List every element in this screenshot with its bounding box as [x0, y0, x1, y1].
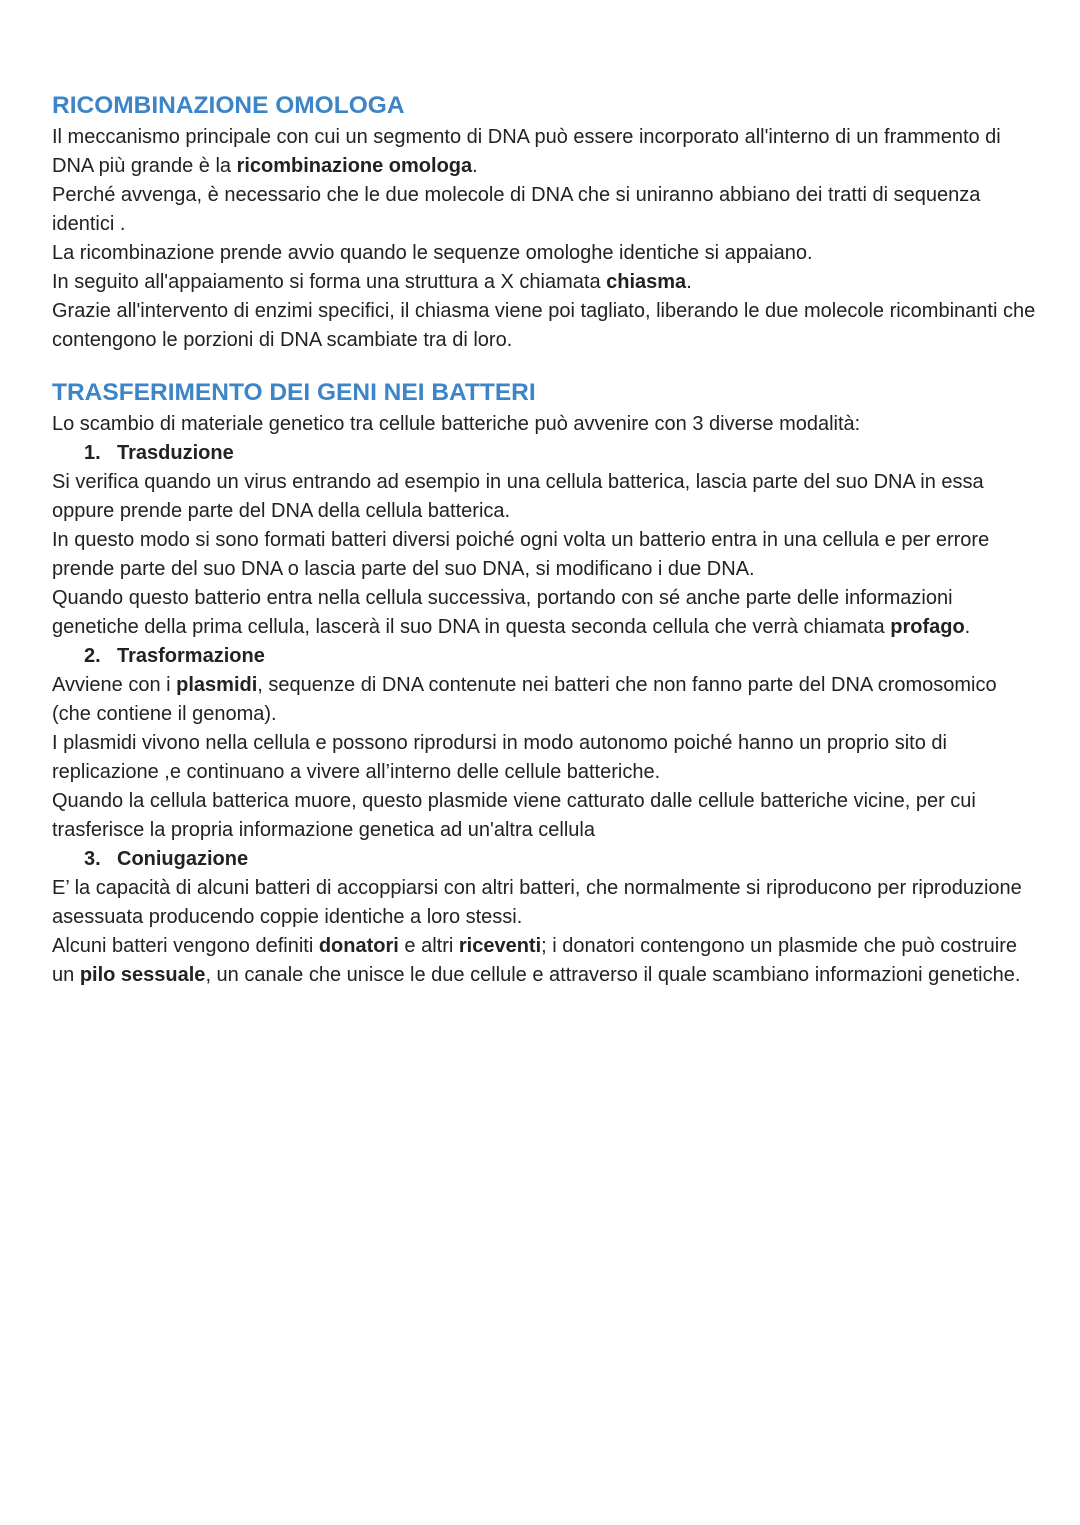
paragraph: I plasmidi vivono nella cellula e possono riprodursi in modo autonomo poiché hanno un proprio sito di replicazione ,e continuano a vivere all’interno delle cellule batteriche.: [52, 732, 947, 783]
paragraph: Si verifica quando un virus entrando ad esempio in una cellula batterica, lascia parte del suo DNA in essa oppure prende parte del DNA della cellula batterica.: [52, 471, 984, 522]
list-item-heading: 3. Coniugazione: [84, 848, 249, 870]
bold-term: chiasma: [606, 271, 687, 293]
bold-term: riceventi: [458, 935, 542, 957]
bold-term: pilo sessuale: [79, 964, 206, 986]
paragraph: La ricombinazione prende avvio quando le sequenze omologhe identiche si appaiano.: [52, 242, 813, 264]
paragraph: Alcuni batteri vengono definiti donatori e altri riceventi; i donatori contengono un plasmide che può costruire un pilo sessuale, un canale che unisce le due cellule e attraverso il quale scambiano informazioni genetiche.: [52, 935, 1021, 986]
paragraph: Lo scambio di materiale genetico tra cellule batteriche può avvenire con 3 diverse modalità:: [52, 413, 861, 435]
bold-term: donatori: [318, 935, 399, 957]
paragraph: In questo modo si sono formati batteri diversi poiché ogni volta un batterio entra in una cellula e per errore prende parte del suo DNA o lascia parte del suo DNA, si modificano i due DNA.: [52, 529, 990, 580]
paragraph: E’ la capacità di alcuni batteri di accoppiarsi con altri batteri, che normalmente si riproducono per riproduzione asessuata producendo coppie identiche a loro stessi.: [52, 877, 1022, 928]
paragraph: Quando la cellula batterica muore, questo plasmide viene catturato dalle cellule batteriche vicine, per cui trasferisce la propria informazione genetica ad un'altra cellula: [52, 790, 976, 841]
bold-term: plasmidi: [176, 674, 258, 696]
section-title-trasferimento: TRASFERIMENTO DEI GENI NEI BATTERI: [52, 379, 536, 406]
bold-term: ricombinazione omologa: [236, 155, 473, 177]
paragraph: Grazie all'intervento di enzimi specifici, il chiasma viene poi tagliato, liberando le due molecole ricombinanti che contengono le porzioni di DNA scambiate tra di loro.: [52, 300, 1036, 351]
paragraph: In seguito all'appaiamento si forma una struttura a X chiamata chiasma.: [52, 271, 692, 293]
paragraph: Avviene con i plasmidi, sequenze di DNA contenute nei batteri che non fanno parte del DNA cromosomico (che contiene il genoma).: [52, 674, 997, 725]
paragraph: Il meccanismo principale con cui un segmento di DNA può essere incorporato all'interno di un frammento di DNA più grande è la ricombinazione omologa.: [52, 126, 1001, 177]
paragraph: Quando questo batterio entra nella cellula successiva, portando con sé anche parte delle informazioni genetiche della prima cellula, lascerà il suo DNA in questa seconda cellula che verrà chiamata profago.: [52, 587, 971, 638]
list-item-heading: 2. Trasformazione: [84, 645, 265, 667]
bold-term: profago: [890, 616, 965, 638]
paragraph: Perché avvenga, è necessario che le due molecole di DNA che si uniranno abbiano dei tratti di sequenza identici .: [52, 184, 981, 235]
list-item-heading: 1. Trasduzione: [84, 442, 234, 464]
section-title-ricombinazione: RICOMBINAZIONE OMOLOGA: [52, 92, 405, 119]
